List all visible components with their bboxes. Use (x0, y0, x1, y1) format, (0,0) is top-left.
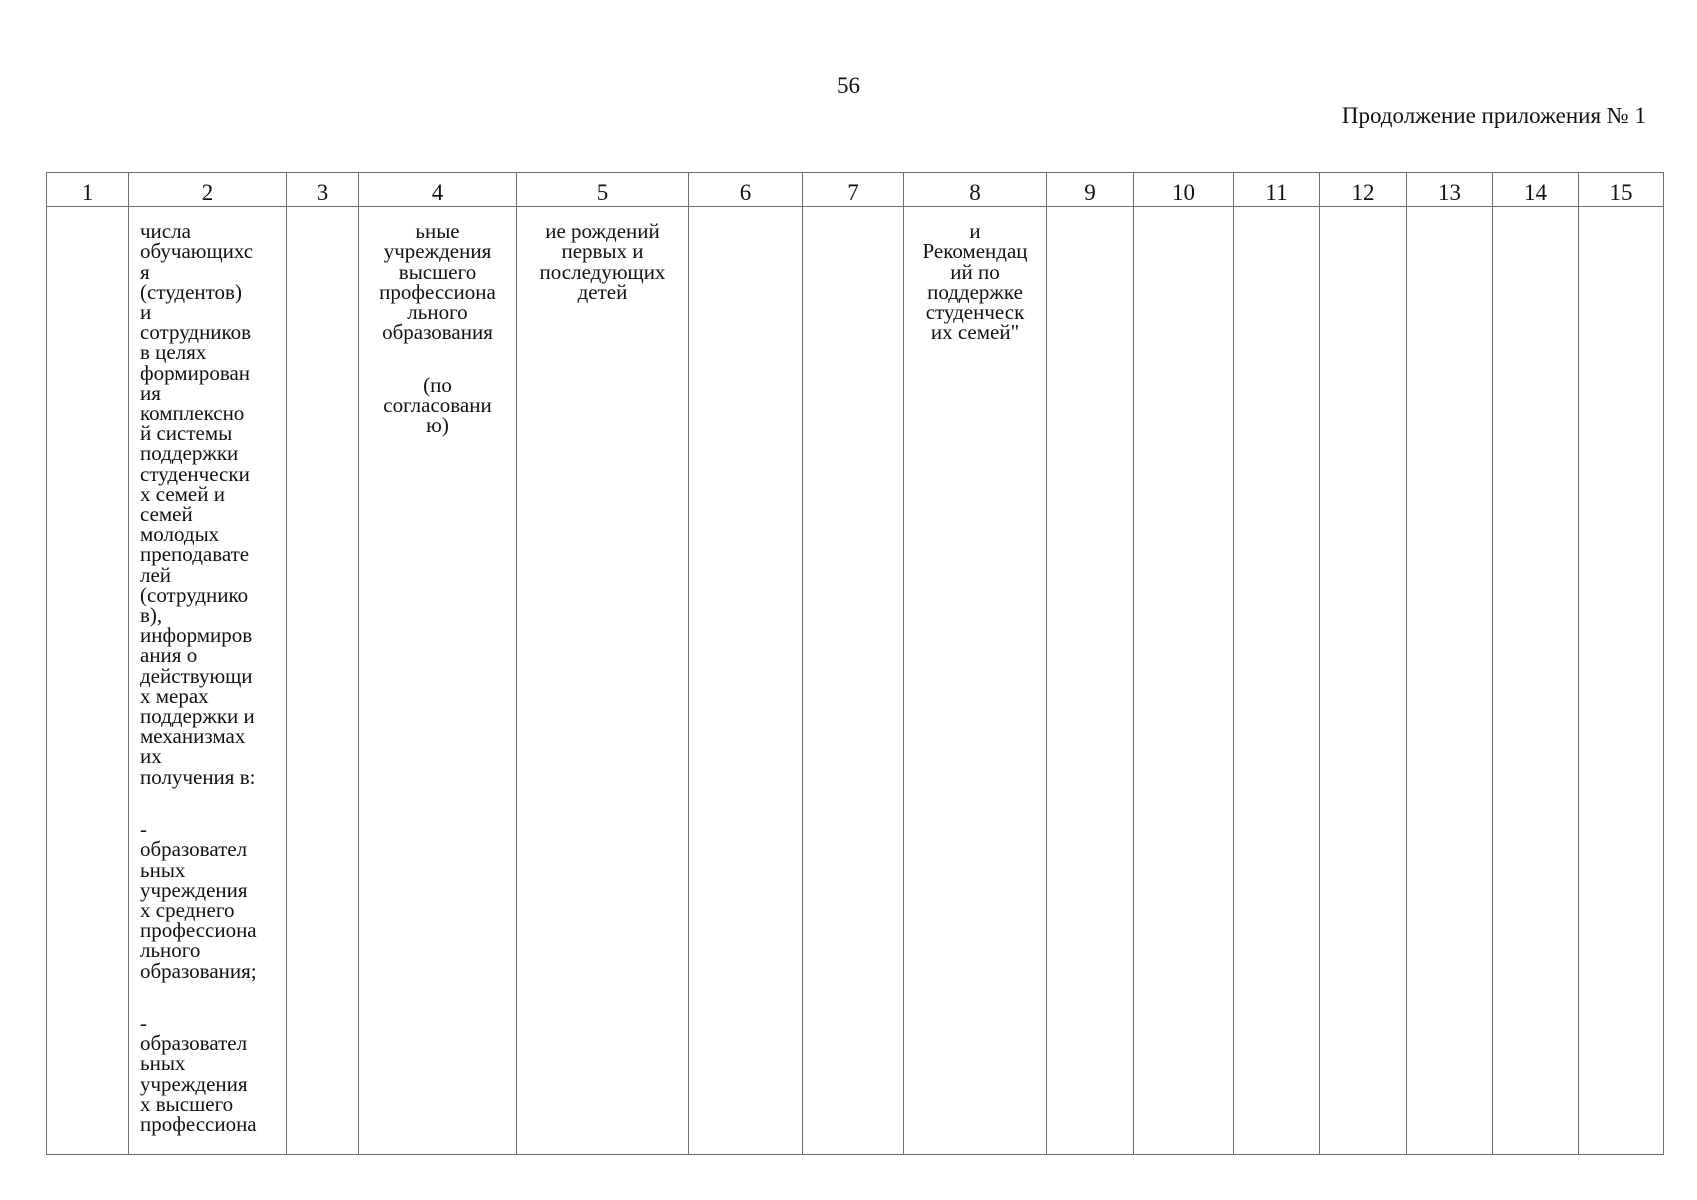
cell-col-4 (359, 207, 517, 1155)
column-number-row (47, 173, 1664, 207)
cell-col-11 (1234, 207, 1320, 1155)
column-header-1: 1 (47, 173, 129, 207)
cell-col-4-paragraph: (по согласовани ю) (383, 372, 492, 438)
page-number: 56 (837, 73, 860, 98)
cell-col-7 (803, 207, 904, 1155)
cell-col-2 (129, 207, 287, 1155)
cell-col-14 (1493, 207, 1579, 1155)
column-header-10: 10 (1134, 173, 1234, 207)
cell-col-2-paragraph: числа обучающихс я (студентов) и сотрудников в целях формирован ия комплексно й системы поддержки студенчески х семей и семей молодых преподавате лей (сотруднико в), информиров ания о действующи х мерах поддержки и механизмах их получения в: (140, 219, 256, 789)
cell-col-5 (517, 207, 689, 1155)
cell-col-8-paragraph: и Рекомендац ий по поддержке студенческ их семей" (922, 219, 1028, 345)
column-header-8: 8 (904, 173, 1047, 207)
table-row (47, 207, 1664, 1155)
cell-col-5-paragraph: ие рождений первых и последующих детей (539, 219, 666, 304)
column-header-5: 5 (517, 173, 689, 207)
cell-col-12 (1320, 207, 1407, 1155)
cell-col-1 (47, 207, 129, 1155)
column-header-3: 3 (287, 173, 359, 207)
cell-col-15 (1579, 207, 1664, 1155)
column-header-4: 4 (359, 173, 517, 207)
column-header-11: 11 (1234, 173, 1320, 207)
column-header-13: 13 (1407, 173, 1493, 207)
cell-col-2-paragraph: - образовател ьных учреждения х высшего профессиона (140, 1010, 257, 1136)
column-header-9: 9 (1047, 173, 1134, 207)
column-header-12: 12 (1320, 173, 1407, 207)
cell-col-2-paragraph: - образовател ьных учреждения х среднего профессиона льного образования; (140, 817, 257, 983)
cell-col-10 (1134, 207, 1234, 1155)
cell-col-8 (904, 207, 1047, 1155)
column-header-2: 2 (129, 173, 287, 207)
cell-col-6 (689, 207, 803, 1155)
cell-col-9 (1047, 207, 1134, 1155)
cell-col-3 (287, 207, 359, 1155)
appendix-continuation-label: Продолжение приложения № 1 (1341, 103, 1646, 128)
column-header-6: 6 (689, 173, 803, 207)
column-header-14: 14 (1493, 173, 1579, 207)
cell-col-13 (1407, 207, 1493, 1155)
cell-col-4-paragraph: ьные учреждения высшего профессиона льного образования (379, 219, 496, 345)
appendix-table (46, 172, 1664, 1155)
column-header-7: 7 (803, 173, 904, 207)
column-header-15: 15 (1579, 173, 1664, 207)
